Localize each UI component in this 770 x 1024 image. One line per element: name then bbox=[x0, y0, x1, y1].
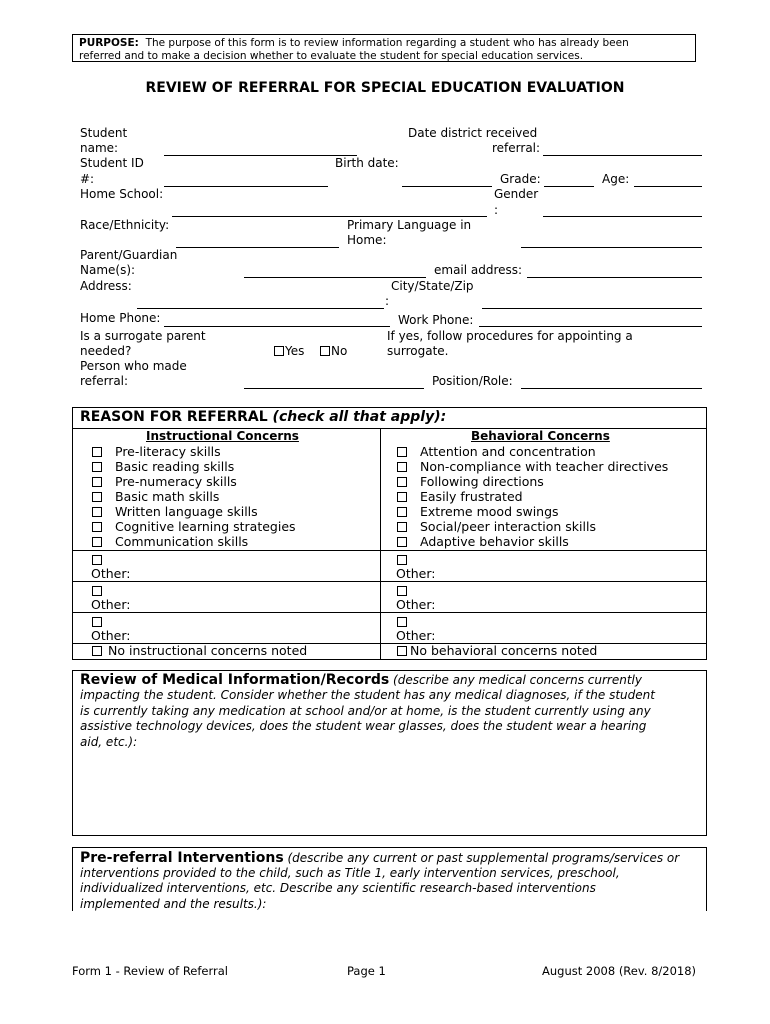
instructional-title: Instructional Concerns bbox=[146, 429, 299, 443]
other-divider-1 bbox=[72, 550, 707, 551]
checkbox-icon[interactable] bbox=[397, 462, 407, 472]
surrogate-label-1: Is a surrogate parent bbox=[80, 329, 206, 343]
purpose-text-1: The purpose of this form is to review information regarding a student who has already been bbox=[145, 37, 629, 49]
checkbox-icon[interactable] bbox=[92, 477, 102, 487]
student-name-label-1: Student bbox=[80, 126, 128, 140]
work-phone-label: Work Phone: bbox=[398, 313, 474, 327]
no-behavioral-item[interactable]: No behavioral concerns noted bbox=[397, 643, 597, 658]
student-id-label-2: #: bbox=[80, 172, 95, 186]
checkbox-icon[interactable] bbox=[92, 537, 102, 547]
behavioral-label: Easily frustrated bbox=[420, 489, 523, 504]
student-id-label-1: Student ID bbox=[80, 156, 144, 170]
footer-page: Page 1 bbox=[347, 964, 386, 978]
home-phone-field[interactable] bbox=[164, 326, 390, 327]
surrogate-no[interactable] bbox=[320, 344, 347, 358]
no-label: No bbox=[331, 344, 348, 358]
medical-heading: Review of Medical Information/Records bbox=[80, 672, 390, 688]
date-received-field[interactable] bbox=[543, 155, 702, 156]
medical-line-5: aid, etc.): bbox=[80, 735, 138, 749]
instructional-other-label: Other: bbox=[91, 628, 131, 643]
behavioral-label: Social/peer interaction skills bbox=[420, 519, 596, 534]
primary-language-label-1: Primary Language in bbox=[347, 218, 472, 232]
checkbox-icon[interactable] bbox=[397, 447, 407, 457]
city-field[interactable] bbox=[482, 308, 702, 309]
home-school-label: Home School: bbox=[80, 187, 164, 201]
age-field[interactable] bbox=[634, 186, 702, 187]
birth-date-label: Birth date: bbox=[335, 156, 399, 170]
medical-line-1: Review of Medical Information/Records (describe any medical concerns currently bbox=[80, 672, 642, 688]
other-checkbox-icon[interactable] bbox=[397, 617, 407, 627]
primary-language-field[interactable] bbox=[521, 247, 702, 248]
checkbox-icon[interactable] bbox=[397, 522, 407, 532]
student-id-field[interactable] bbox=[164, 186, 328, 187]
gender-label-2: : bbox=[494, 203, 499, 217]
behavioral-label: Attention and concentration bbox=[420, 444, 596, 459]
age-label: Age: bbox=[602, 172, 630, 186]
instructional-item[interactable] bbox=[92, 504, 258, 519]
instructional-item[interactable] bbox=[92, 474, 237, 489]
parent-label-1: Parent/Guardian bbox=[80, 248, 178, 262]
behavioral-item[interactable] bbox=[397, 489, 523, 504]
footer-form: Form 1 - Review of Referral bbox=[72, 964, 228, 978]
behavioral-item[interactable] bbox=[397, 474, 544, 489]
student-name-label-2: name: bbox=[80, 141, 119, 155]
behavioral-label: Non-compliance with teacher directives bbox=[420, 459, 669, 474]
other-checkbox-icon[interactable] bbox=[397, 586, 407, 596]
behavioral-label: Extreme mood swings bbox=[420, 504, 559, 519]
student-name-field[interactable] bbox=[164, 155, 357, 156]
other-checkbox-icon[interactable] bbox=[92, 555, 102, 565]
no-checkbox-icon[interactable] bbox=[320, 346, 330, 356]
behavioral-item[interactable] bbox=[397, 504, 559, 519]
checkbox-icon[interactable] bbox=[92, 646, 102, 656]
instructional-label: Pre-numeracy skills bbox=[115, 474, 237, 489]
instructional-item[interactable] bbox=[92, 534, 248, 549]
instructional-item[interactable] bbox=[92, 489, 219, 504]
person-label-2: referral: bbox=[80, 374, 129, 388]
instructional-item[interactable] bbox=[92, 459, 234, 474]
gender-label-1: Gender bbox=[494, 187, 539, 201]
behavioral-item[interactable] bbox=[397, 459, 668, 474]
instructional-label: Basic reading skills bbox=[115, 459, 235, 474]
instructional-other-label: Other: bbox=[91, 597, 131, 612]
checkbox-icon[interactable] bbox=[92, 522, 102, 532]
yes-label: Yes bbox=[285, 344, 305, 358]
position-field[interactable] bbox=[521, 388, 702, 389]
behavioral-other-label: Other: bbox=[396, 628, 436, 643]
checkbox-icon[interactable] bbox=[397, 507, 407, 517]
checkbox-icon[interactable] bbox=[92, 492, 102, 502]
surrogate-yes[interactable] bbox=[274, 344, 304, 358]
email-field[interactable] bbox=[527, 277, 702, 278]
reason-heading: REASON FOR REFERRAL (check all that apply): bbox=[80, 409, 447, 425]
address-field[interactable] bbox=[137, 308, 384, 309]
checkbox-icon[interactable] bbox=[92, 507, 102, 517]
behavioral-label: Following directions bbox=[420, 474, 544, 489]
parent-name-field[interactable] bbox=[244, 277, 426, 278]
other-checkbox-icon[interactable] bbox=[92, 617, 102, 627]
purpose-text-2: referred and to make a decision whether to evaluate the student for special education services. bbox=[79, 50, 584, 62]
other-divider-3 bbox=[72, 612, 707, 613]
behavioral-label: Adaptive behavior skills bbox=[420, 534, 569, 549]
date-received-label-2: referral: bbox=[492, 141, 541, 155]
prereferral-heading: Pre-referral Interventions bbox=[80, 850, 284, 866]
instructional-item[interactable] bbox=[92, 519, 296, 534]
surrogate-label-2: needed? bbox=[80, 344, 132, 358]
person-label-1: Person who made bbox=[80, 359, 187, 373]
checkbox-icon[interactable] bbox=[92, 447, 102, 457]
position-label: Position/Role: bbox=[432, 374, 513, 388]
birth-date-field[interactable] bbox=[402, 186, 492, 187]
other-divider-2 bbox=[72, 581, 707, 582]
race-label: Race/Ethnicity: bbox=[80, 218, 170, 232]
address-label: Address: bbox=[80, 279, 132, 293]
footer-date: August 2008 (Rev. 8/2018) bbox=[542, 964, 697, 978]
checkbox-icon[interactable] bbox=[397, 646, 407, 656]
behavioral-title: Behavioral Concerns bbox=[471, 429, 610, 443]
other-checkbox-icon[interactable] bbox=[92, 586, 102, 596]
primary-language-label-2: Home: bbox=[347, 233, 387, 247]
prereferral-line-4: implemented and the results.): bbox=[80, 897, 267, 911]
email-label: email address: bbox=[434, 263, 523, 277]
yes-checkbox-icon[interactable] bbox=[274, 346, 284, 356]
behavioral-other-label: Other: bbox=[396, 566, 436, 581]
behavioral-item[interactable] bbox=[397, 534, 569, 549]
checkbox-icon[interactable] bbox=[397, 537, 407, 547]
prereferral-line-2: interventions provided to the child, such as Title 1, early intervention services, preschool, bbox=[80, 866, 620, 880]
purpose-box bbox=[72, 34, 696, 62]
grade-label: Grade: bbox=[500, 172, 541, 186]
behavioral-item[interactable] bbox=[397, 444, 596, 459]
other-checkbox-icon[interactable] bbox=[397, 555, 407, 565]
behavioral-item[interactable] bbox=[397, 519, 596, 534]
medical-line-2: impacting the student. Consider whether the student has any medical diagnoses, if the student bbox=[80, 688, 655, 702]
surrogate-note-2: surrogate. bbox=[387, 344, 449, 358]
instructional-label: Basic math skills bbox=[115, 489, 220, 504]
no-instructional-item[interactable]: No instructional concerns noted bbox=[92, 643, 307, 658]
prereferral-line-1: Pre-referral Interventions (describe any current or past supplemental programs/services or bbox=[80, 850, 680, 866]
instructional-other-label: Other: bbox=[91, 566, 131, 581]
home-school-field[interactable] bbox=[172, 216, 487, 217]
city-label-2: : bbox=[385, 294, 390, 308]
home-phone-label: Home Phone: bbox=[80, 311, 161, 325]
column-divider bbox=[380, 428, 381, 660]
instructional-label: Written language skills bbox=[115, 504, 258, 519]
checkbox-icon[interactable] bbox=[397, 492, 407, 502]
instructional-item[interactable] bbox=[92, 444, 221, 459]
page-title: REVIEW OF REFERRAL FOR SPECIAL EDUCATION EVALUATION bbox=[145, 80, 625, 96]
instructional-label: Communication skills bbox=[115, 534, 249, 549]
person-field[interactable] bbox=[244, 388, 424, 389]
purpose-label: PURPOSE: bbox=[79, 37, 139, 49]
work-phone-field[interactable] bbox=[479, 326, 702, 327]
surrogate-note-1: If yes, follow procedures for appointing a bbox=[387, 329, 633, 343]
city-label-1: City/State/Zip bbox=[391, 279, 474, 293]
grade-field[interactable] bbox=[544, 186, 594, 187]
date-received-label-1: Date district received bbox=[408, 126, 538, 140]
checkbox-icon[interactable] bbox=[397, 477, 407, 487]
behavioral-other-label: Other: bbox=[396, 597, 436, 612]
instructional-label: Cognitive learning strategies bbox=[115, 519, 296, 534]
race-field[interactable] bbox=[176, 247, 339, 248]
prereferral-line-3: individualized interventions, etc. Describe any scientific research-based interventions bbox=[80, 881, 596, 895]
instructional-label: Pre-literacy skills bbox=[115, 444, 221, 459]
parent-label-2: Name(s): bbox=[80, 263, 136, 277]
gender-field[interactable] bbox=[543, 216, 702, 217]
medical-line-3: is currently taking any medication at school and/or at home, is the student currently using any bbox=[80, 704, 651, 718]
checkbox-icon[interactable] bbox=[92, 462, 102, 472]
medical-line-4: assistive technology devices, does the student wear glasses, does the student wear a hearing bbox=[80, 719, 647, 733]
